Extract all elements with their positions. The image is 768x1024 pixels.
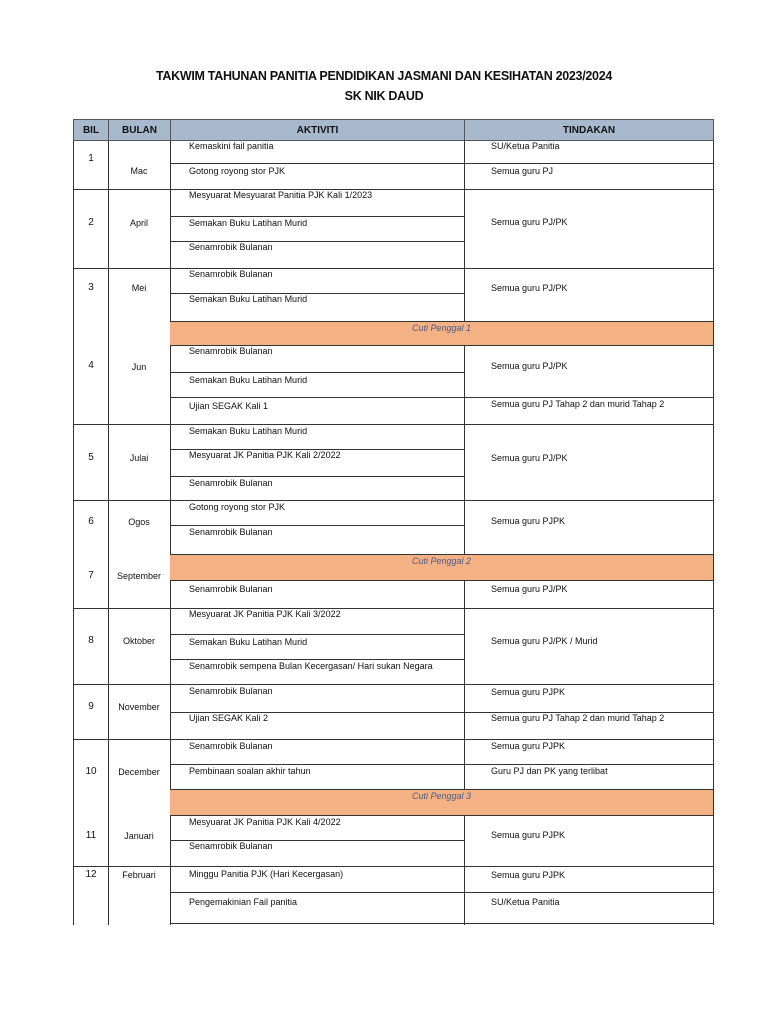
activity-text: Senamrobik Bulanan [189, 741, 273, 751]
grid-line [170, 372, 465, 373]
activity-text: Gotong royong stor PJK [189, 166, 286, 176]
grid-line [170, 216, 465, 217]
grid-line [73, 866, 714, 867]
tindakan-text: Semua guru PJ/PK [491, 584, 568, 594]
grid-line [713, 141, 714, 925]
month-label: Julai [129, 453, 149, 463]
row-number: 6 [88, 516, 94, 527]
month-label: September [116, 571, 162, 581]
tindakan-text: Semua guru PJ Tahap 2 dan murid Tahap 2 [491, 713, 665, 723]
grid-line [170, 476, 465, 477]
tindakan-text: SU/Ketua Panitia [491, 897, 560, 907]
tindakan-text: Semua guru PJPK [491, 516, 566, 526]
grid-line [73, 739, 714, 740]
activity-text: Pembinaan soalan akhir tahun [189, 766, 311, 776]
month-label: Jun [131, 362, 147, 372]
month-label: Ogos [128, 517, 150, 527]
month-label: Mac [130, 166, 148, 176]
tindakan-text: Semua guru PJPK [491, 741, 566, 751]
grid-line [73, 424, 714, 425]
activity-text: Semakan Buku Latihan Murid [189, 375, 308, 385]
header-aktiviti: AKTIVITI [170, 119, 465, 141]
header-tindakan: TINDAKAN [464, 119, 714, 141]
grid-line [170, 525, 465, 526]
grid-line [73, 500, 714, 501]
grid-line [108, 141, 109, 925]
activity-text: Mesyuarat JK Panitia PJK Kali 2/2022 [189, 450, 341, 460]
grid-line [170, 634, 465, 635]
tindakan-text: Semua guru PJ Tahap 2 dan murid Tahap 2 [491, 399, 665, 409]
row-number: 8 [88, 635, 94, 646]
row-number: 7 [88, 570, 94, 581]
row-number: 10 [85, 766, 97, 777]
activity-text: Pengemakinian Fail panitia [189, 897, 298, 907]
activity-text: Ujian SEGAK Kali 1 [189, 401, 269, 411]
month-label: April [129, 218, 148, 228]
activity-text: Semakan Buku Latihan Murid [189, 637, 308, 647]
grid-line [170, 397, 465, 398]
cuti-band: Cuti Penggal 3 [170, 789, 713, 816]
activity-text: Senamrobik Bulanan [189, 269, 273, 279]
grid-line [170, 764, 714, 765]
grid-line [464, 397, 714, 398]
grid-line [464, 141, 465, 321]
activity-text: Gotong royong stor PJK [189, 502, 286, 512]
activity-text: Senamrobik sempena Bulan Kecergasan/ Hari sukan Negara [189, 661, 433, 671]
header-bulan: BULAN [108, 119, 171, 141]
activity-text: Senamrobik Bulanan [189, 584, 273, 594]
activity-text: Semakan Buku Latihan Murid [189, 218, 308, 228]
activity-text: Senamrobik Bulanan [189, 242, 273, 252]
activity-text: Senamrobik Bulanan [189, 478, 273, 488]
tindakan-text: SU/Ketua Panitia [491, 141, 560, 151]
grid-line [170, 659, 465, 660]
grid-line [73, 189, 714, 190]
activity-text: Senamrobik Bulanan [189, 527, 273, 537]
cuti-band: Cuti Penggal 1 [170, 321, 713, 346]
month-label: December [118, 767, 160, 777]
row-number: 2 [88, 217, 94, 228]
month-label: Januari [124, 831, 154, 841]
tindakan-text: Semua guru PJ/PK / Murid [491, 636, 598, 646]
tindakan-text: Semua guru PJ [491, 166, 554, 176]
activity-text: Minggu Panitia PJK (Hari Kecergasan) [189, 869, 344, 879]
row-number: 12 [85, 869, 97, 880]
activity-text: Senamrobik Bulanan [189, 686, 273, 696]
activity-text: Kemaskini fail panitia [189, 141, 274, 151]
tindakan-text: Semua guru PJ/PK [491, 453, 568, 463]
tindakan-text: Guru PJ dan PK yang terlibat [491, 766, 608, 776]
document-title: TAKWIM TAHUNAN PANITIA PENDIDIKAN JASMANI DAN KESIHATAN 2023/2024 [155, 69, 612, 83]
row-number: 11 [85, 830, 97, 841]
activity-text: Mesyuarat Mesyuarat Panitia PJK Kali 1/2023 [189, 190, 373, 200]
grid-line [170, 923, 714, 924]
tindakan-text: Semua guru PJ/PK [491, 361, 568, 371]
activity-text: Senamrobik Bulanan [189, 346, 273, 356]
activity-text: Mesyuarat JK Panitia PJK Kali 4/2022 [189, 817, 341, 827]
grid-line [73, 268, 714, 269]
cuti-band: Cuti Penggal 2 [170, 554, 713, 581]
grid-line [464, 346, 465, 554]
tindakan-text: Semua guru PJ/PK [491, 217, 568, 227]
grid-line [73, 141, 74, 925]
activity-text: Ujian SEGAK Kali 2 [189, 713, 269, 723]
activity-text: Senamrobik Bulanan [189, 841, 273, 851]
activity-text: Semakan Buku Latihan Murid [189, 294, 308, 304]
month-label: November [118, 702, 160, 712]
grid-line [73, 684, 714, 685]
grid-line [73, 608, 714, 609]
month-label: Mei [131, 283, 147, 293]
activity-text: Semakan Buku Latihan Murid [189, 426, 308, 436]
tindakan-text: Semua guru PJ/PK [491, 283, 568, 293]
grid-line [464, 815, 465, 925]
month-label: Februari [122, 870, 156, 880]
activity-text: Mesyuarat JK Panitia PJK Kali 3/2022 [189, 609, 341, 619]
tindakan-text: Semua guru PJPK [491, 687, 566, 697]
month-label: Oktober [122, 636, 155, 646]
grid-line [170, 163, 714, 164]
row-number: 9 [88, 701, 94, 712]
row-number: 3 [88, 282, 94, 293]
header-bil: BIL [73, 119, 109, 141]
grid-line [170, 892, 714, 893]
row-number: 5 [88, 452, 94, 463]
row-number: 1 [88, 153, 94, 164]
school-name: SK NIK DAUD [344, 89, 424, 103]
row-number: 4 [88, 360, 94, 371]
tindakan-text: Semua guru PJPK [491, 830, 566, 840]
tindakan-text: Semua guru PJPK [491, 870, 566, 880]
